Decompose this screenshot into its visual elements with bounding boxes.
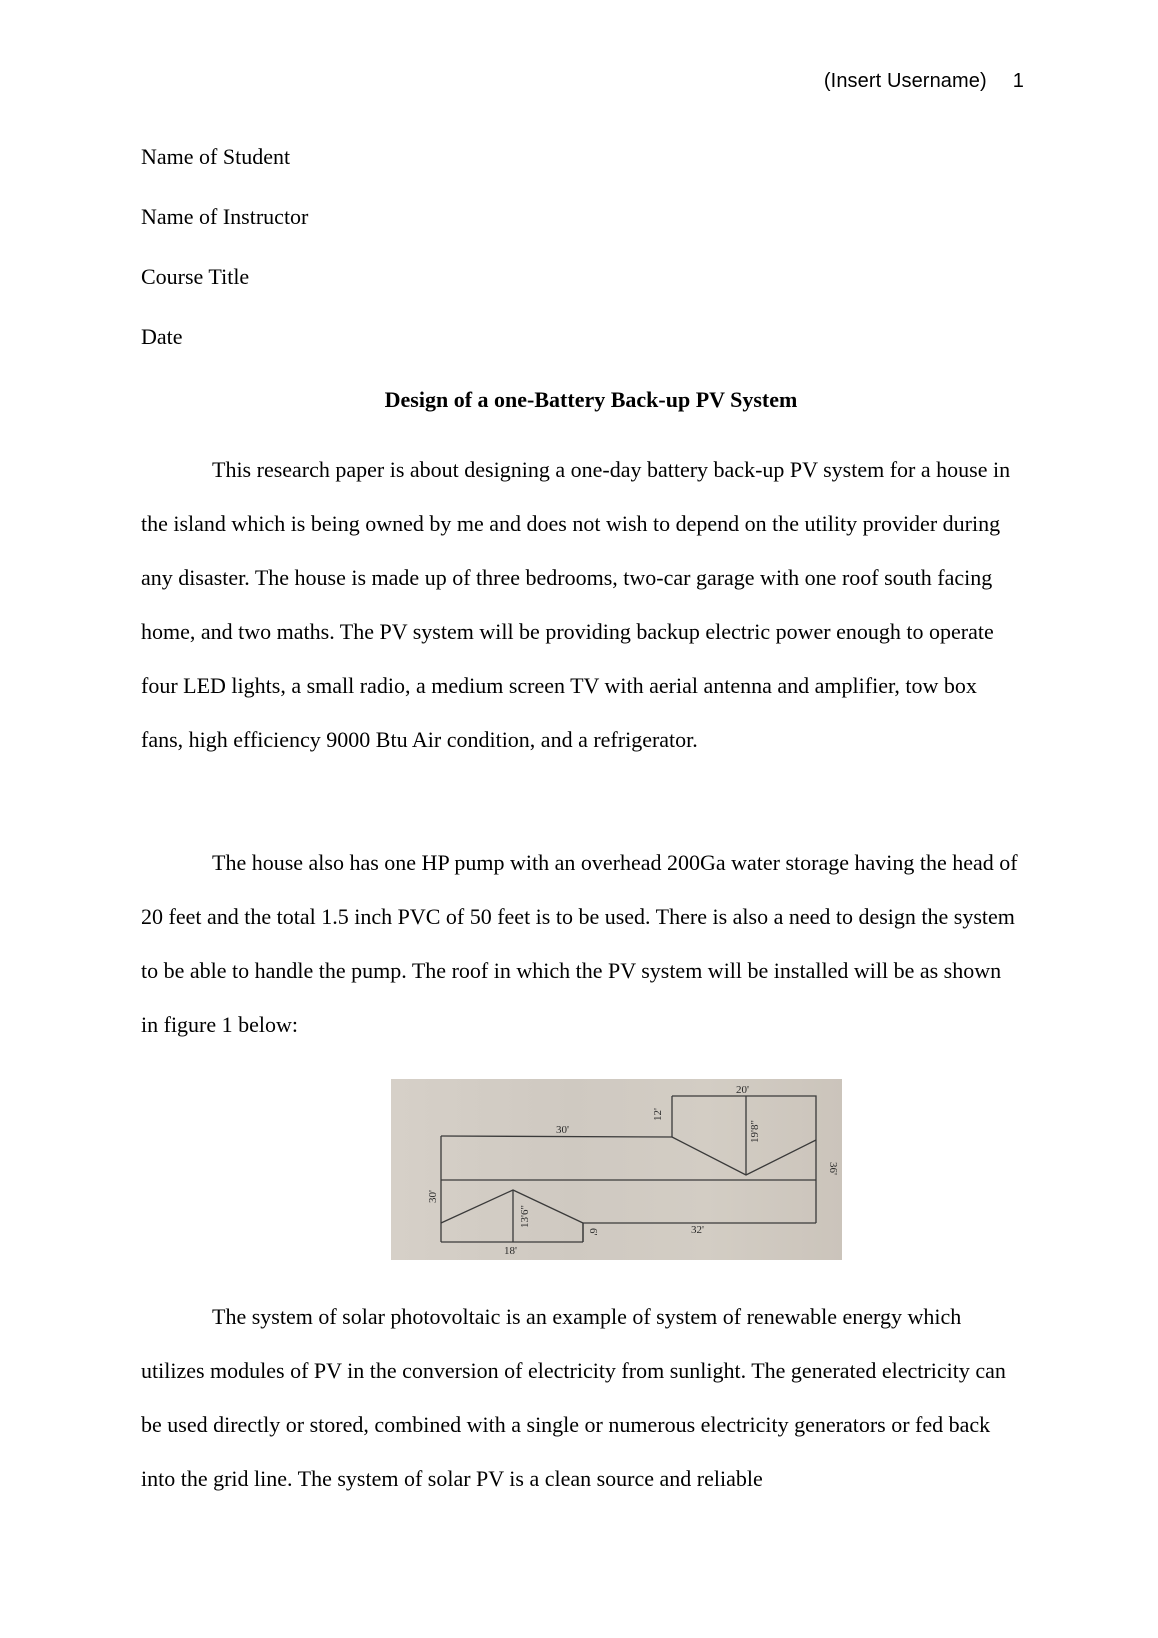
label-upper-left-width: 30': [556, 1124, 569, 1136]
label-right-side: 36': [827, 1162, 839, 1175]
instructor-name: Name of Instructor: [141, 204, 309, 229]
upper-right-outline: [672, 1096, 816, 1180]
page-number: 1: [1012, 70, 1024, 92]
label-bottom-right: 32': [691, 1224, 704, 1236]
student-name: Name of Student: [141, 144, 291, 169]
date-line: Date: [141, 324, 183, 349]
header-username: (Insert Username): [823, 70, 987, 92]
paper-title: Design of a one-Battery Back-up PV System: [384, 387, 798, 412]
label-bottom-left: 18': [504, 1245, 517, 1257]
paragraph-intro: This research paper is about designing a one-day battery back-up PV system for a house in the island which is being owned by me and does not wish to depend on the utility provider during any disaster. The house is made up of three bedrooms, two-car garage with one roof south facing home, and two maths. The PV system will be providing backup electric power enough to operate four LED lights, a small radio, a medium screen TV with aerial antenna and amplifier, tow box fans, high efficiency 9000 Btu Air condition, and a refrigerator.: [141, 457, 1011, 752]
lower-gable-lines: [441, 1190, 583, 1223]
paragraph-solar-pv: The system of solar photovoltaic is an example of system of renewable energy which utilizes modules of PV in the conversion of electricity from sunlight. The generated electricity can be used directly or stored, combined with a single or numerous electricity generators or fed back into the grid line. The system of solar PV is a clean source and reliable: [141, 1304, 1006, 1491]
roof-figure: [391, 1079, 842, 1260]
upper-hip-lines: [672, 1137, 816, 1175]
label-lower-ridge: 13'6": [519, 1205, 531, 1228]
course-title: Course Title: [141, 264, 250, 289]
running-head: [824, 70, 1024, 93]
student-heading-block: [141, 127, 1021, 367]
main-top-edge: [441, 1136, 672, 1137]
label-top-width: 20': [736, 1084, 749, 1096]
label-upper-ridge: 19'8": [749, 1120, 761, 1143]
label-notch-height: 12': [652, 1108, 664, 1121]
paragraph-pump: The house also has one HP pump with an overhead 200Ga water storage having the head of 20 feet and the total 1.5 inch PVC of 50 feet is to be used. There is also a need to design the system to be able to handle the pump. The roof in which the PV system will be installed will be as shown in figure 1 below:: [141, 850, 1018, 1037]
roof-diagram: [391, 1079, 842, 1260]
label-left-side: 30': [427, 1190, 439, 1203]
label-step: 6': [587, 1228, 599, 1236]
